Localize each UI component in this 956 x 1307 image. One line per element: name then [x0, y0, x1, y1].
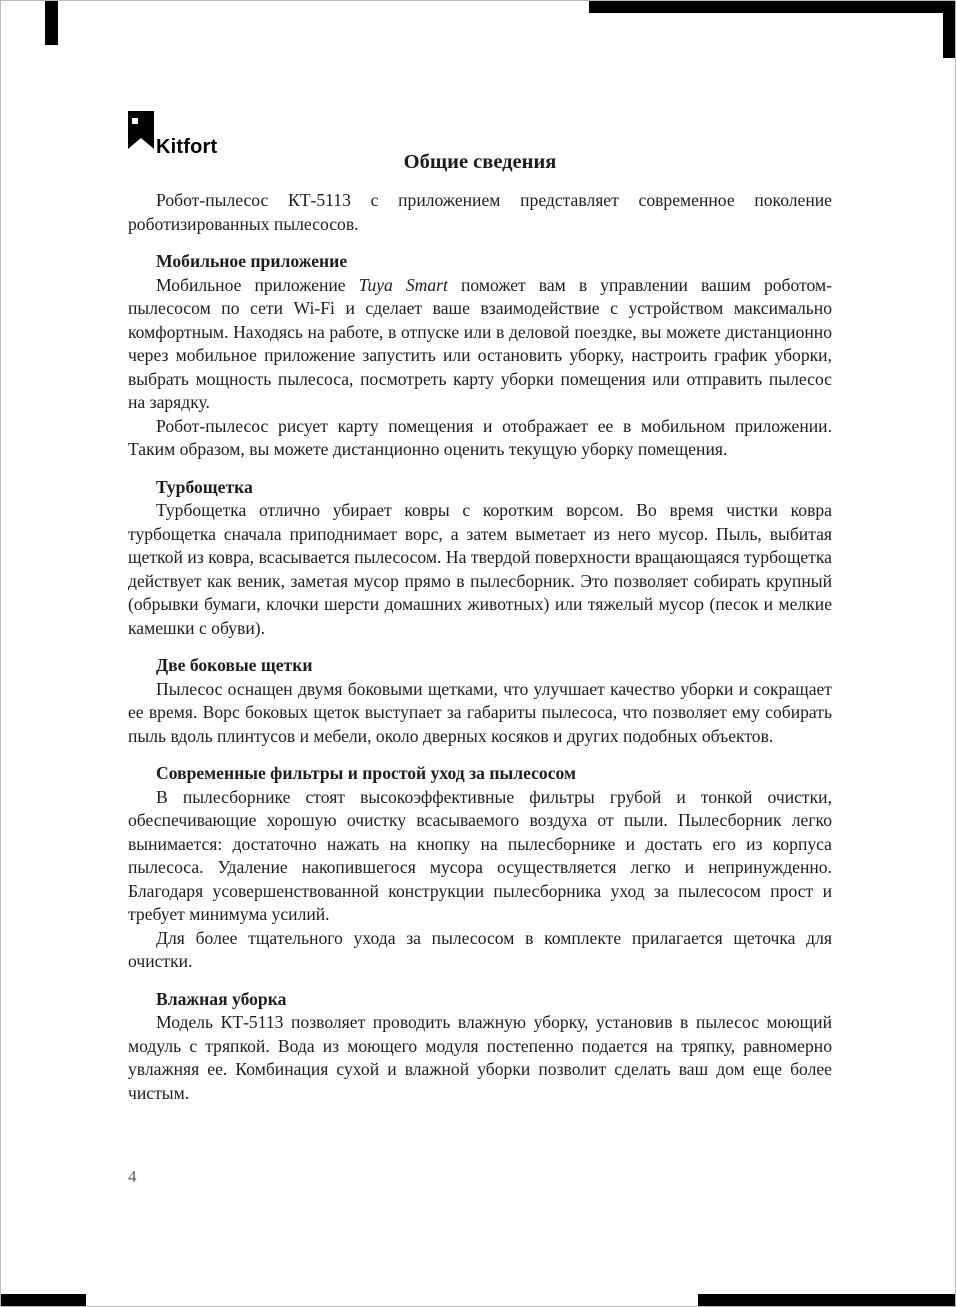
page-number: 4	[128, 1167, 137, 1186]
section-heading-mobile-app: Мобильное приложение	[156, 251, 348, 271]
filters-paragraph-1: В пылесборнике стоят высокоэффективные фильтры грубой и тонкой очистки, обеспечивающие хорошую очистку всасываемого воздуха от пыли. Пылесборник легко вынимается: достаточно нажать на кнопку на пылесборнике и достать его из корпуса пылесоса. Удаление накопившегося мусора осуществляется легко и непринужденно. Благодаря усовершенствованной конструкции пылесборника уход за пылесосом прост и требует минимума усилий.	[128, 786, 832, 924]
turbo-brush-paragraph: Турбощетка отлично убирает ковры с коротким ворсом. Во время чистки ковра турбощетка сначала приподнимает ворс, а затем выметает из него мусор. Пыль, выбитая щеткой из ковра, всасывается пылесосом. На твердой поверхности вращающаяся турбощетка действует как веник, заметая мусор прямо в пылесборник. Это позволяет собирать крупный (обрывки бумаги, клочки шерсти домашних животных) или тяжелый мусор (песок и мелкие камешки с обуви).	[128, 500, 832, 638]
mobile-app-p1-text-rest: поможет вам в управлении вашим роботом-пылесосом по сети Wi-Fi и сделает ваше взаимодействие с устройством максимально комфортным. Находясь на работе, в отпуске или в деловой поездке, вы можете дистанционно через мобильное приложение запустить или остановить уборку, настроить график уборки, выбрать мощность пылесоса, посмотреть карту уборки помещения или отправить пылесос на зарядку.	[128, 274, 832, 412]
section-heading-filters: Современные фильтры и простой уход за пылесосом	[156, 763, 576, 783]
mobile-app-p1-text-start: Мобильное приложение	[156, 274, 359, 295]
crop-mark-top-right-horizontal	[589, 1, 956, 13]
tuya-smart-app-name: Tuya Smart	[358, 274, 448, 295]
kitfort-logo-text: Kitfort	[156, 136, 218, 158]
crop-mark-top-right-vertical	[943, 1, 955, 58]
mobile-app-paragraph-1	[128, 274, 832, 415]
wet-cleaning-paragraph: Модель КТ-5113 позволяет проводить влажную уборку, установив в пылесос моющий модуль с тряпкой. Вода из моющего модуля постепенно подается на тряпку, равномерно увлажняя ее. Комбинация сухой и влажной уборки позволит сделать ваш дом еще более чистым.	[128, 1012, 832, 1103]
mobile-app-paragraph-2: Робот-пылесос рисует карту помещения и отображает ее в мобильном приложении. Таким образом, вы можете дистанционно оценить текущую уборку помещения.	[128, 415, 832, 459]
crop-mark-top-left	[45, 1, 58, 45]
filters-paragraph-2: Для более тщательного ухода за пылесосом в комплекте прилагается щеточка для очистки.	[128, 927, 832, 971]
page-title: Общие сведения	[403, 151, 557, 173]
intro-paragraph: Робот-пылесос КТ-5113 с приложением представляет современное поколение роботизированных пылесосов.	[128, 190, 832, 234]
side-brushes-paragraph: Пылесос оснащен двумя боковыми щетками, что улучшает качество уборки и сокращает ее время. Ворс боковых щеток выступает за габариты пылесоса, что позволяет ему собирать пыль вдоль плинтусов и мебели, около дверных косяков и других подобных объектов.	[128, 678, 832, 746]
kitfort-flag-icon	[128, 111, 154, 149]
section-heading-turbo-brush: Турбощетка	[156, 476, 253, 497]
crop-mark-bottom-right	[698, 1294, 955, 1306]
section-heading-wet-cleaning: Влажная уборка	[156, 988, 287, 1009]
crop-mark-bottom-left	[1, 1294, 86, 1306]
section-heading-side-brushes: Две боковые щетки	[156, 655, 313, 675]
manual-page-content	[128, 151, 832, 1105]
